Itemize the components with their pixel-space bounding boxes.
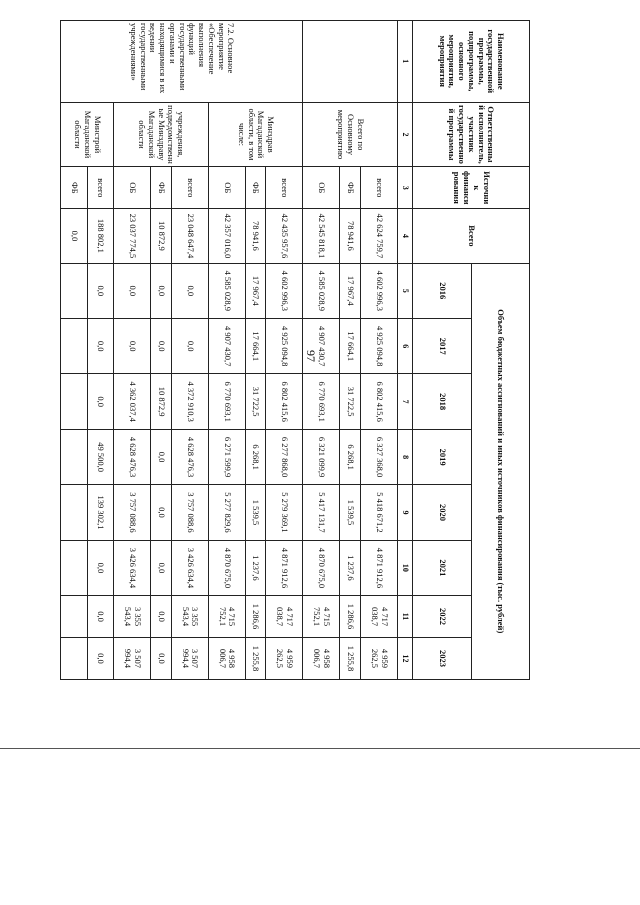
row-source: всего bbox=[171, 167, 208, 209]
value-cell: 1 539,5 bbox=[340, 485, 361, 540]
value-cell: 1 286,6 bbox=[245, 596, 266, 638]
value-cell: 0,0 bbox=[150, 596, 171, 638]
index-cell: 7 bbox=[398, 374, 413, 429]
value-cell bbox=[61, 596, 88, 638]
table-row bbox=[361, 21, 398, 680]
value-cell: 4 958 006,7 bbox=[303, 637, 340, 679]
header-year: 2016 bbox=[413, 263, 471, 318]
value-cell: 6 802 415,6 bbox=[266, 374, 303, 429]
row-responsible: Всего по Основному мероприятию bbox=[303, 102, 398, 167]
row-source: ФБ bbox=[61, 167, 88, 209]
row-source: всего bbox=[266, 167, 303, 209]
value-cell: 0,0 bbox=[150, 319, 171, 374]
value-cell: 3 355 543,4 bbox=[171, 596, 208, 638]
value-cell: 0,0 bbox=[87, 263, 113, 318]
value-cell: 0,0 bbox=[150, 263, 171, 318]
value-cell: 17 664,1 bbox=[340, 319, 361, 374]
header-year: 2020 bbox=[413, 485, 471, 540]
index-cell: 3 bbox=[398, 167, 413, 209]
index-cell: 10 bbox=[398, 540, 413, 595]
value-cell: 1 237,6 bbox=[340, 540, 361, 595]
rotated-table-container bbox=[60, 20, 530, 680]
value-cell: 4 925 094,8 bbox=[266, 319, 303, 374]
value-cell: 6 271 599,9 bbox=[208, 429, 245, 484]
header-group: Объем бюджетных ассигнований и иных источников финансирования (тыс. рублей) bbox=[471, 263, 529, 679]
header-responsible: Ответственный исполнитель, участник государственной программы bbox=[413, 102, 530, 167]
value-cell: 5 417 131,7 bbox=[303, 485, 340, 540]
value-cell: 0,0 bbox=[171, 263, 208, 318]
value-cell: 10 872,9 bbox=[150, 374, 171, 429]
index-cell: 12 bbox=[398, 637, 413, 679]
value-cell: 78 941,6 bbox=[245, 209, 266, 263]
index-cell: 8 bbox=[398, 429, 413, 484]
value-cell: 6 770 693,1 bbox=[303, 374, 340, 429]
financing-table bbox=[60, 20, 530, 680]
header-source: Источник финансирования bbox=[413, 167, 530, 209]
header-year: 2019 bbox=[413, 429, 471, 484]
value-cell: 4 871 912,6 bbox=[361, 540, 398, 595]
value-cell bbox=[61, 485, 88, 540]
value-cell: 6 277 868,0 bbox=[266, 429, 303, 484]
value-cell: 4 602 996,3 bbox=[266, 263, 303, 318]
value-cell: 6 321 099,9 bbox=[303, 429, 340, 484]
value-cell: 0,0 bbox=[150, 485, 171, 540]
value-cell: 4 925 094,8 bbox=[361, 319, 398, 374]
value-cell: 4 958 006,7 bbox=[208, 637, 245, 679]
index-cell: 4 bbox=[398, 209, 413, 263]
value-cell: 0,0 bbox=[113, 319, 150, 374]
value-cell: 5 279 369,1 bbox=[266, 485, 303, 540]
value-cell: 4 372 910,3 bbox=[171, 374, 208, 429]
value-cell: 0,0 bbox=[87, 540, 113, 595]
row-source: ФБ bbox=[245, 167, 266, 209]
value-cell: 3 757 088,6 bbox=[171, 485, 208, 540]
value-cell: 4 871 912,6 bbox=[266, 540, 303, 595]
row-source: ФБ bbox=[150, 167, 171, 209]
value-cell: 139 302,1 bbox=[87, 485, 113, 540]
value-cell: 0,0 bbox=[87, 637, 113, 679]
value-cell: 4 959 262,5 bbox=[361, 637, 398, 679]
value-cell: 4 907 430,7 bbox=[303, 319, 340, 374]
value-cell bbox=[61, 319, 88, 374]
value-cell: 17 967,4 bbox=[340, 263, 361, 318]
header-year: 2022 bbox=[413, 596, 471, 638]
value-cell: 0,0 bbox=[171, 319, 208, 374]
table-row bbox=[266, 21, 303, 680]
value-cell: 10 872,9 bbox=[150, 209, 171, 263]
value-cell: 49 500,0 bbox=[87, 429, 113, 484]
value-cell: 3 757 088,6 bbox=[113, 485, 150, 540]
value-cell: 4 870 675,0 bbox=[303, 540, 340, 595]
index-cell: 6 bbox=[398, 319, 413, 374]
index-cell: 1 bbox=[398, 21, 413, 103]
row-responsible: Минздрав Магаданской области, в том числе: bbox=[208, 102, 303, 167]
horizontal-rule bbox=[0, 748, 640, 749]
value-cell: 4 959 262,5 bbox=[266, 637, 303, 679]
value-cell: 42 357 016,0 bbox=[208, 209, 245, 263]
value-cell: 23 048 647,4 bbox=[171, 209, 208, 263]
row-responsible: учреждения, подведомственные Минздраву Магаданской области bbox=[113, 102, 208, 167]
value-cell: 0,0 bbox=[87, 319, 113, 374]
value-cell: 0,0 bbox=[87, 374, 113, 429]
row-name-7-2: 7.2. Основное мероприятие «Обеспечение выполнения функций государственными органами и находящимися в их ведении государственными учреждениями» bbox=[61, 21, 303, 103]
header-total: Всего bbox=[413, 209, 530, 263]
value-cell: 6 327 368,0 bbox=[361, 429, 398, 484]
value-cell: 4 628 476,3 bbox=[171, 429, 208, 484]
value-cell: 4 715 752,1 bbox=[208, 596, 245, 638]
value-cell: 42 624 759,7 bbox=[361, 209, 398, 263]
value-cell: 4 907 430,7 bbox=[208, 319, 245, 374]
index-cell: 2 bbox=[398, 102, 413, 167]
value-cell: 4 717 038,7 bbox=[361, 596, 398, 638]
index-cell: 11 bbox=[398, 596, 413, 638]
value-cell: 1 255,8 bbox=[245, 637, 266, 679]
index-cell: 5 bbox=[398, 263, 413, 318]
value-cell: 17 967,4 bbox=[245, 263, 266, 318]
value-cell: 3 426 634,4 bbox=[113, 540, 150, 595]
value-cell: 5 418 671,2 bbox=[361, 485, 398, 540]
value-cell: 42 545 818,1 bbox=[303, 209, 340, 263]
value-cell: 1 255,8 bbox=[340, 637, 361, 679]
row-source: ОБ bbox=[113, 167, 150, 209]
row-name bbox=[303, 21, 398, 103]
value-cell: 4 870 675,0 bbox=[208, 540, 245, 595]
value-cell: 1 237,6 bbox=[245, 540, 266, 595]
value-cell: 188 802,1 bbox=[87, 209, 113, 263]
value-cell: 4 715 752,1 bbox=[303, 596, 340, 638]
value-cell bbox=[61, 429, 88, 484]
value-cell: 5 277 829,6 bbox=[208, 485, 245, 540]
value-cell bbox=[61, 263, 88, 318]
value-cell: 3 507 994,4 bbox=[113, 637, 150, 679]
row-source: всего bbox=[87, 167, 113, 209]
value-cell: 42 435 957,6 bbox=[266, 209, 303, 263]
value-cell: 4 717 038,7 bbox=[266, 596, 303, 638]
value-cell: 31 722,5 bbox=[340, 374, 361, 429]
row-source: ОБ bbox=[303, 167, 340, 209]
value-cell: 0,0 bbox=[61, 209, 88, 263]
value-cell: 0,0 bbox=[87, 596, 113, 638]
value-cell: 31 722,5 bbox=[245, 374, 266, 429]
value-cell: 6 770 693,1 bbox=[208, 374, 245, 429]
value-cell: 0,0 bbox=[150, 637, 171, 679]
header-name: Наименование государственной программы, подпрограммы, основного мероприятия, мероприятия bbox=[413, 21, 530, 103]
value-cell: 6 268,1 bbox=[340, 429, 361, 484]
value-cell: 0,0 bbox=[150, 429, 171, 484]
row-source: ФБ bbox=[340, 167, 361, 209]
value-cell bbox=[61, 374, 88, 429]
row-source: всего bbox=[361, 167, 398, 209]
index-cell: 9 bbox=[398, 485, 413, 540]
value-cell: 4 585 028,9 bbox=[208, 263, 245, 318]
header-year: 2018 bbox=[413, 374, 471, 429]
page-number: 97 bbox=[304, 350, 318, 362]
header-year: 2021 bbox=[413, 540, 471, 595]
value-cell bbox=[61, 637, 88, 679]
value-cell bbox=[61, 540, 88, 595]
value-cell: 0,0 bbox=[150, 540, 171, 595]
row-responsible: Минстрой Магаданской области bbox=[61, 102, 114, 167]
value-cell: 6 802 415,6 bbox=[361, 374, 398, 429]
value-cell: 3 507 994,4 bbox=[171, 637, 208, 679]
value-cell: 4 362 037,4 bbox=[113, 374, 150, 429]
table-row bbox=[171, 21, 208, 680]
value-cell: 1 286,6 bbox=[340, 596, 361, 638]
value-cell: 4 602 996,3 bbox=[361, 263, 398, 318]
value-cell: 4 628 476,3 bbox=[113, 429, 150, 484]
index-row bbox=[398, 21, 413, 680]
header-year: 2023 bbox=[413, 637, 471, 679]
table-row bbox=[87, 21, 113, 680]
header-year: 2017 bbox=[413, 319, 471, 374]
value-cell: 3 426 634,4 bbox=[171, 540, 208, 595]
value-cell: 1 539,5 bbox=[245, 485, 266, 540]
row-source: ОБ bbox=[208, 167, 245, 209]
value-cell: 0,0 bbox=[113, 263, 150, 318]
value-cell: 23 037 774,5 bbox=[113, 209, 150, 263]
value-cell: 3 355 543,4 bbox=[113, 596, 150, 638]
value-cell: 17 664,1 bbox=[245, 319, 266, 374]
value-cell: 78 941,6 bbox=[340, 209, 361, 263]
value-cell: 6 268,1 bbox=[245, 429, 266, 484]
value-cell: 4 585 028,9 bbox=[303, 263, 340, 318]
